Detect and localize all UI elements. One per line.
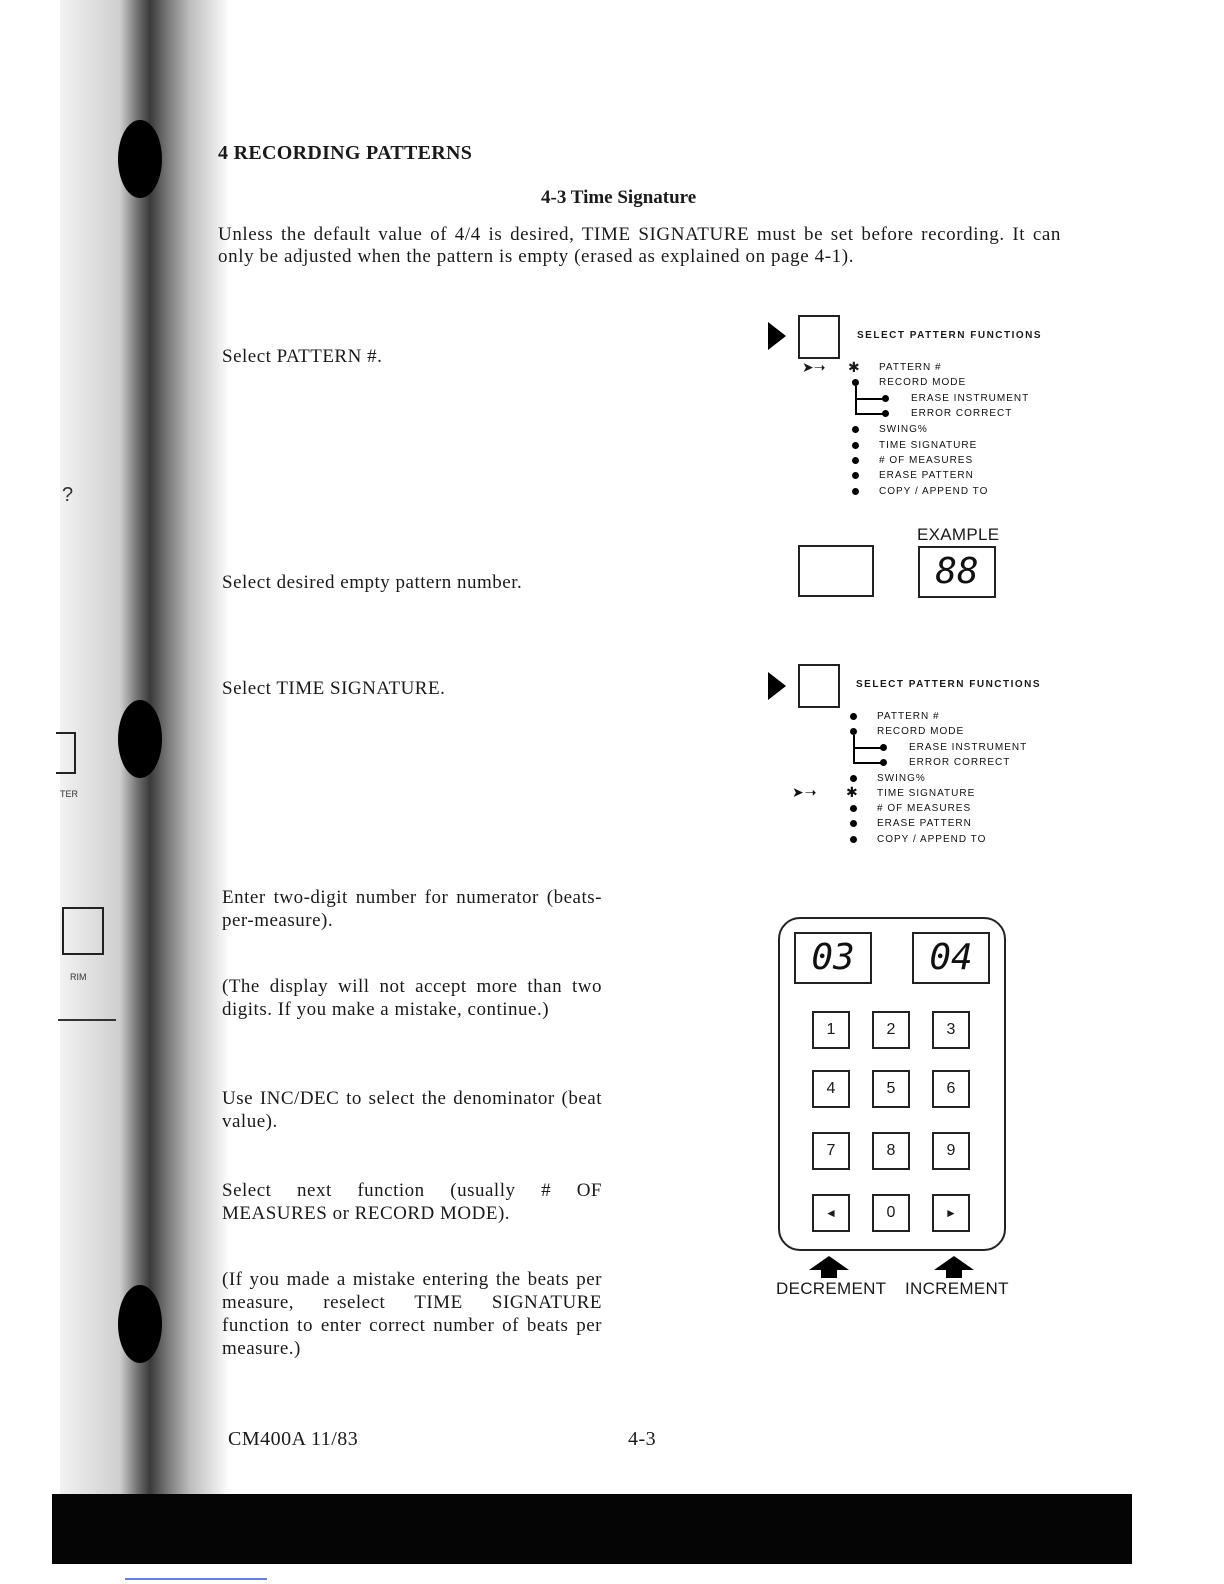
edge-rule [58,1019,116,1021]
footer-page-number: 4-3 [628,1428,657,1450]
menu-item-error-correct: ERROR CORRECT [909,757,1011,768]
step-enter-numerator: Enter two-digit number for numerator (beats-per-measure). [222,887,602,931]
select-button-box [798,664,840,708]
bullet-icon [850,728,857,735]
bullet-icon [852,442,859,449]
menu-item-copy-append: COPY / APPEND TO [877,834,987,845]
bullet-icon [850,836,857,843]
example-label: EXAMPLE [917,525,1000,544]
bullet-icon [850,820,857,827]
menu-item-erase-instrument: ERASE INSTRUMENT [909,742,1028,753]
menu-item-time-signature: TIME SIGNATURE [877,788,976,799]
bullet-icon [852,488,859,495]
key-0: 0 [872,1194,910,1232]
bullet-icon [882,395,889,402]
step-select-empty: Select desired empty pattern number. [222,572,523,593]
menu-item-erase-pattern: ERASE PATTERN [879,470,974,481]
selection-arrow-icon: ➤➝ [802,360,826,376]
step-mistake-note: (If you made a mistake entering the beats per measure, reselect TIME SIGNATURE function to enter correct number of beats per measure.) [222,1269,602,1359]
up-arrow-icon [809,1256,849,1278]
bullet-icon [852,426,859,433]
key-4: 4 [812,1070,850,1108]
tree-line [855,413,883,415]
edge-mark: ? [62,484,74,506]
key-increment: ► [932,1194,970,1232]
denominator-display: 04 [912,932,990,984]
edge-label-rim: RIM [70,972,87,982]
menu-title: SELECT PATTERN FUNCTIONS [857,330,1043,341]
selection-arrow-icon: ➤➝ [792,785,818,801]
menu-item-time-signature: TIME SIGNATURE [879,440,978,451]
tree-line [855,386,857,414]
key-decrement: ◄ [812,1194,850,1232]
decrement-label: DECREMENT [776,1279,887,1298]
star-bullet-icon: ✱ [848,360,860,376]
bullet-icon [852,379,859,386]
step-use-incdec: Use INC/DEC to select the denominator (beat value). [222,1088,602,1132]
select-button-box [798,315,840,359]
menu-item-record-mode: RECORD MODE [879,377,967,388]
menu-item-erase-pattern: ERASE PATTERN [877,818,972,829]
punch-hole [118,700,162,778]
bullet-icon [852,457,859,464]
key-8: 8 [872,1132,910,1170]
step-select-next: Select next function (usually # OF MEASURES or RECORD MODE). [222,1180,602,1224]
bullet-icon [880,744,887,751]
menu-item-record-mode: RECORD MODE [877,726,965,737]
section-heading: 4-3 Time Signature [541,187,697,208]
menu-item-measures: # OF MEASURES [879,455,974,466]
intro-paragraph: Unless the default value of 4/4 is desired, TIME SIGNATURE must be set before recording. It can only be adjusted when the pattern is empty (erased as explained on page 4-1). [218,224,1061,267]
key-3: 3 [932,1011,970,1049]
tree-line [855,398,883,400]
key-2: 2 [872,1011,910,1049]
key-1: 1 [812,1011,850,1049]
tree-line [853,747,881,749]
key-6: 6 [932,1070,970,1108]
example-display: 88 [918,546,996,598]
scan-edge-line [125,1578,267,1580]
bullet-icon [880,759,887,766]
star-bullet-icon: ✱ [846,785,859,801]
menu-item-copy-append: COPY / APPEND TO [879,486,989,497]
increment-label: INCREMENT [905,1279,1009,1298]
menu-item-erase-instrument: ERASE INSTRUMENT [911,393,1030,404]
tree-line [853,762,881,764]
footer-doc-id: CM400A 11/83 [228,1428,359,1450]
step-display-note: (The display will not accept more than two digits. If you make a mistake, continue.) [222,976,602,1020]
menu-item-measures: # OF MEASURES [877,803,972,814]
edge-box [56,732,76,774]
punch-hole [118,1285,162,1363]
step-select-time-signature: Select TIME SIGNATURE. [222,678,446,699]
punch-hole [118,120,162,198]
chapter-heading: 4 RECORDING PATTERNS [218,142,473,164]
menu-item-pattern: PATTERN # [877,711,940,722]
bullet-icon [882,410,889,417]
pointer-icon [768,322,786,350]
menu-item-swing: SWING% [877,773,926,784]
bullet-icon [852,472,859,479]
menu-item-error-correct: ERROR CORRECT [911,408,1013,419]
up-arrow-icon [934,1256,974,1278]
menu-item-pattern: PATTERN # [879,362,942,373]
tree-line [853,735,855,763]
empty-display-box [798,545,874,597]
bullet-icon [850,713,857,720]
key-7: 7 [812,1132,850,1170]
menu-title: SELECT PATTERN FUNCTIONS [856,679,1042,690]
edge-label-ter: TER [60,789,78,799]
key-5: 5 [872,1070,910,1108]
menu-item-swing: SWING% [879,424,928,435]
step-select-pattern: Select PATTERN #. [222,346,383,367]
edge-box [62,907,104,955]
bullet-icon [850,775,857,782]
numerator-display: 03 [794,932,872,984]
pointer-icon [768,672,786,700]
bullet-icon [850,805,857,812]
key-9: 9 [932,1132,970,1170]
scan-bottom-bar [52,1494,1132,1564]
